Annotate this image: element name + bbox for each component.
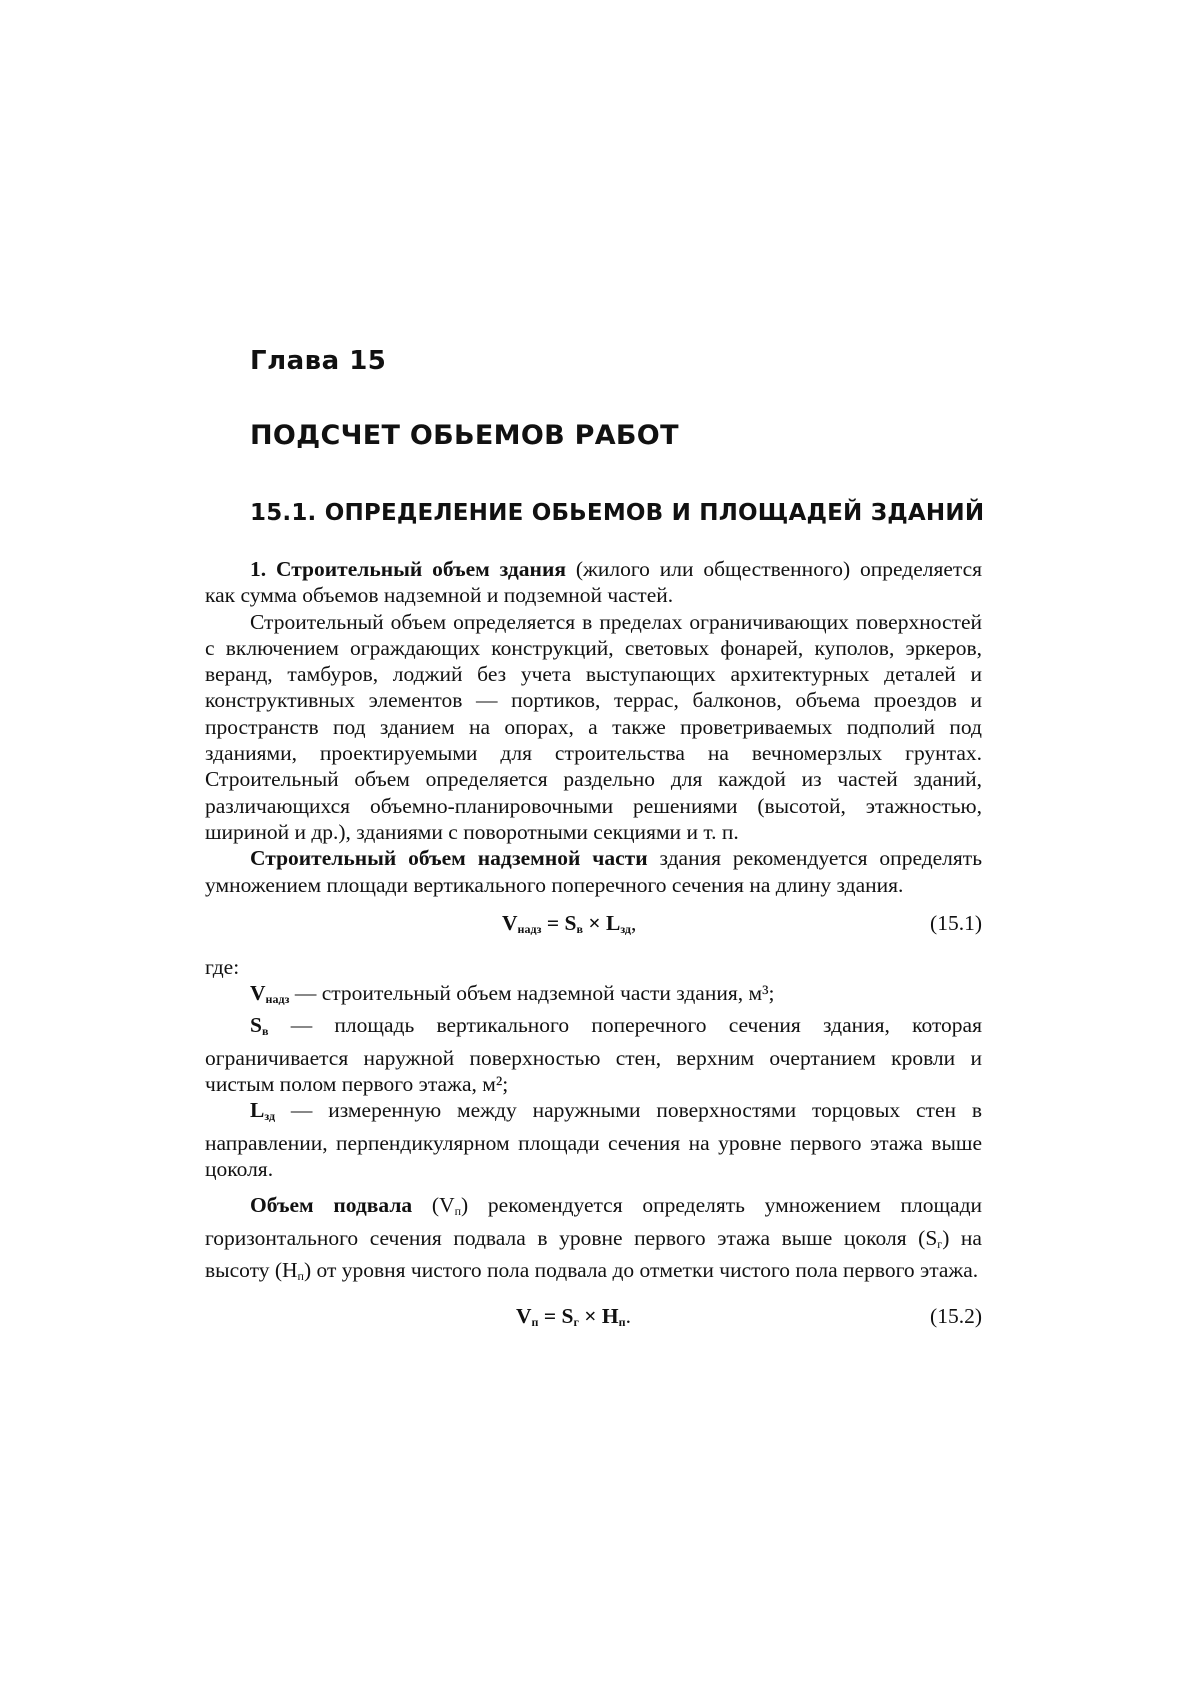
definition-subscript: зд [264,1109,276,1124]
formula-15-2-expression [516,1303,631,1335]
definition-text: — измеренную между наружными поверхностями торцовых стен в направлении, перпендикулярном площади сечения на уровне первого этажа выше цоколя. [205,1098,982,1181]
formula-subscript: п [618,1315,626,1330]
formula-operator: = [541,910,565,935]
definition-subscript: в [261,1024,269,1039]
formula-symbol: S [564,910,577,935]
formula-symbol: V [516,1304,532,1329]
paragraph-4-subscript: п [297,1268,304,1283]
paragraph-1-lead: 1. Строительный объем здания [250,557,566,581]
where-label: где: [205,954,240,979]
formula-punctuation: , [631,910,637,935]
paragraph-4-text: ) рекомендуется определять умножением площади горизонтального сечения подвала в уровне первого этажа выше цоколя (S [205,1193,983,1250]
definition-symbol: S [250,1013,262,1038]
paragraph-3-text: здания рекомендуется определять умножением площади вертикального поперечного сечения на длину здания. [205,846,982,897]
formula-15-1-expression [502,910,636,942]
formula-subscript: в [576,921,583,936]
definition-text: — строительный объем надземной части здания, м³; [289,981,775,1006]
definition-subscript: надз [265,992,290,1007]
formula-subscript: надз [517,921,542,936]
formula-symbol: L [605,910,621,935]
formula-15-2-number: (15.2) [930,1304,982,1329]
definition-text: — площадь вертикального поперечного сечения здания, которая ограничивается наружной поверхностью стен, верхним очертанием кровли и чистым полом первого этажа, м²; [205,1013,982,1097]
paragraph-4-subscript: г [937,1236,943,1251]
definition-lzd [205,1097,982,1182]
definition-symbol: L [250,1098,265,1123]
formula-symbol: V [502,910,518,935]
formula-symbol: S [561,1304,574,1329]
formula-punctuation: . [625,1304,631,1329]
paragraph-2: Строительный объем определяется в пределах ограничивающих поверхностей с включением ограждающих конструкций, световых фонарей, куполов, эркеров, веранд, тамбуров, лоджий без учета выступающих архитектурных деталей и конструктивных элементов — портиков, террас, балконов, объема проездов и пространств под зданием на опорах, а также проветриваемых подполий под зданиями, проектируемыми для строительства на вечномерзлых грунтах. Строительный объем определяется раздельно для каждой из частей зданий, различающихся объемно-планировочными решениями (высотой, этажностью, шириной и др.), зданиями с поворотными секциями и т. п. [205,609,982,844]
formula-15-1 [205,898,982,954]
paragraph-3-lead: Строительный объем надземной части [250,846,648,871]
paragraph-1-text: (жилого или общественного) определяется как сумма объемов надземной и подземной частей. [205,557,982,608]
formula-15-2 [205,1289,982,1345]
formula-operator: × [582,910,606,935]
definition-vnadz [205,980,982,1012]
definitions-list [205,980,982,1182]
formula-operator: = [538,1304,562,1329]
paragraph-4-text: ) на высоту (H [205,1225,982,1282]
spacer [205,1182,982,1192]
formula-15-1-number: (15.1) [930,910,982,935]
paragraph-4-text: (V [412,1193,455,1218]
paragraph-1 [205,556,982,609]
body-text [205,556,982,1345]
paragraph-4 [205,1192,982,1289]
chapter-heading: Глава 15 [250,346,387,376]
formula-subscript: зд [620,921,631,936]
paragraph-3 [205,845,982,898]
paragraph-4-lead: Объем подвала [250,1193,413,1218]
definition-symbol: V [250,981,266,1006]
paragraph-4-subscript: п [454,1204,462,1219]
formula-symbol: H [601,1304,619,1329]
section-heading: 15.1. ОПРЕДЕЛЕНИЕ ОБЬЕМОВ И ПЛОЩАДЕЙ ЗДАНИЙ [250,500,985,526]
formula-operator: × [578,1304,602,1329]
formula-subscript: п [531,1315,539,1330]
definition-sv [205,1012,982,1097]
chapter-title: ПОДСЧЕТ ОБЬЕМОВ РАБОТ [250,420,679,451]
paragraph-4-text: ) от уровня чистого пола подвала до отметки чистого пола первого этажа. [303,1257,979,1282]
formula-subscript: г [573,1315,579,1330]
